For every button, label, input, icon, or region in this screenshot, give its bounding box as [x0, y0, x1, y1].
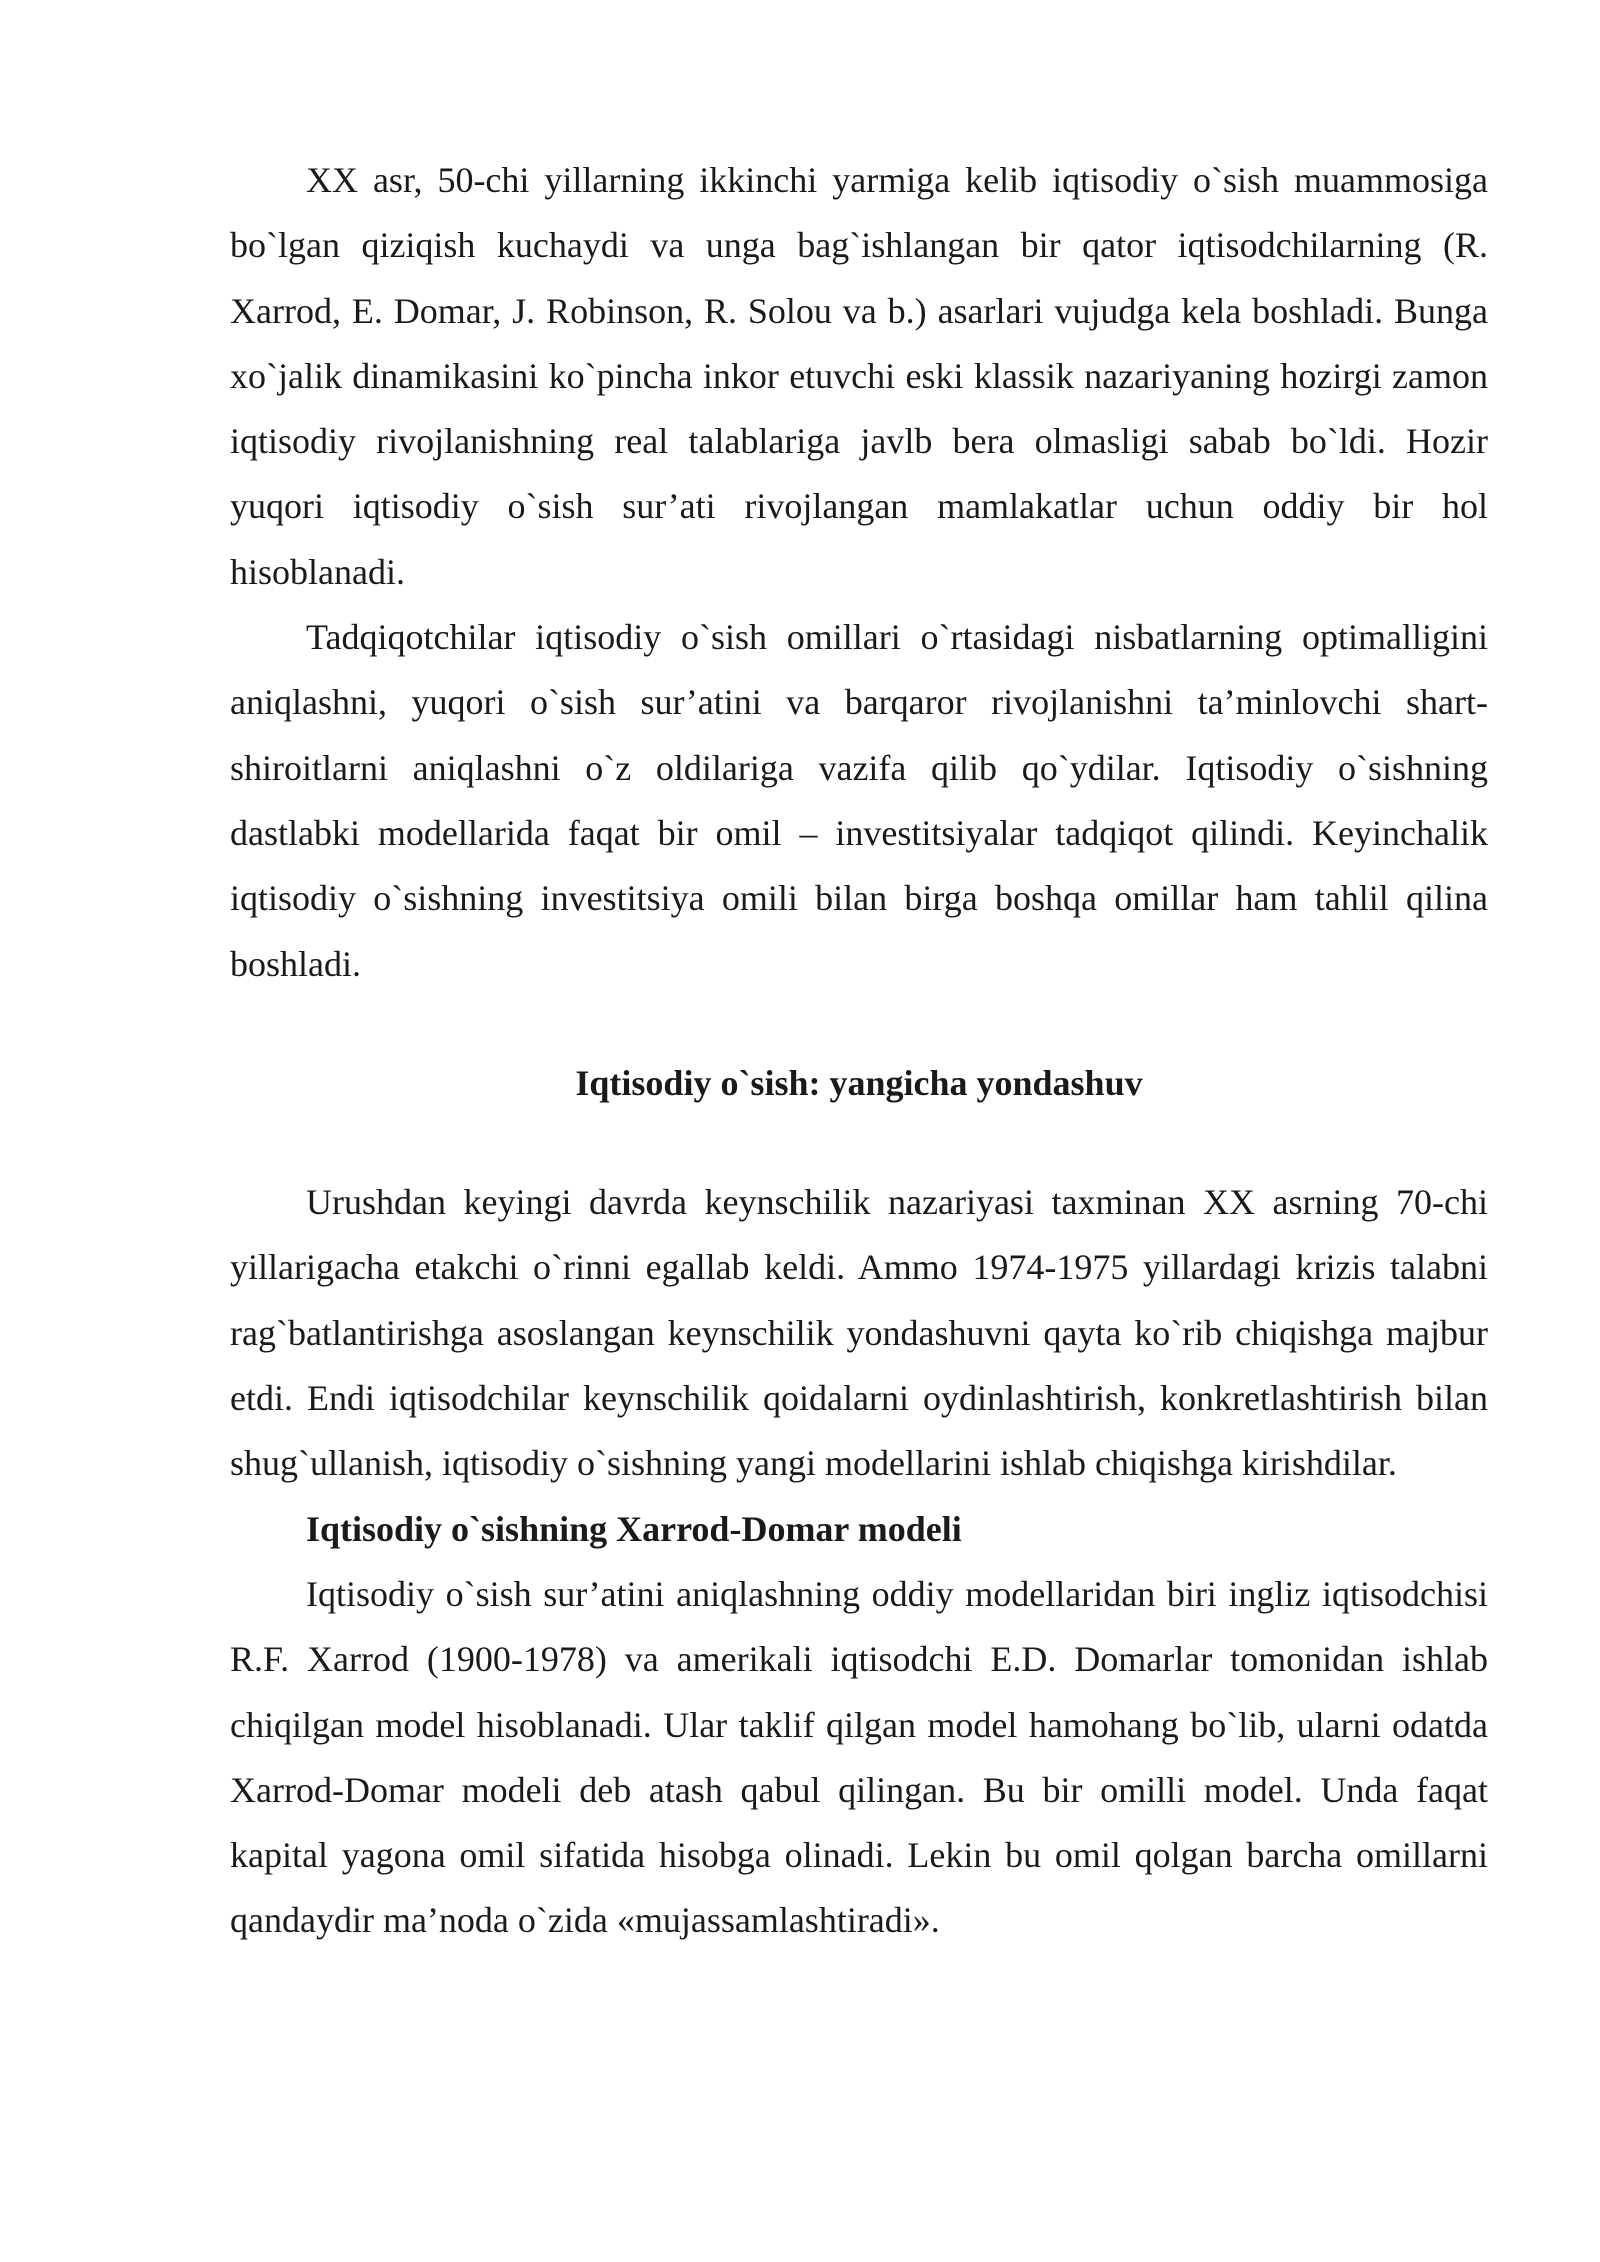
paragraph-researchers: Tadqiqotchilar iqtisodiy o`sish omillari o`rtasidagi nisbatlarning optimalligini aniqlashni, yuqori o`sish sur’atini va barqaror rivojlanishni ta’minlovchi shart-shiroitlarni aniqlashni o`z oldilariga vazifa qilib qo`ydilar. Iqtisodiy o`sishning dastlabki modellarida faqat bir omil – investitsiyalar tadqiqot qilindi. Keyinchalik iqtisodiy o`sishning investitsiya omili bilan birga boshqa omillar ham tahlil qilina boshladi. — [230, 617, 1488, 984]
paragraph-intro: XX asr, 50-chi yillarning ikkinchi yarmiga kelib iqtisodiy o`sish muammosiga bo`lgan qiziqish kuchaydi va unga bag`ishlangan bir qator iqtisodchilarning (R. Xarrod, E. Domar, J. Robinson, R. Solou va b.) asarlari vujudga kela boshladi. Bunga xo`jalik dinamikasini ko`pincha inkor etuvchi eski klassik nazariyaning hozirgi zamon iqtisodiy rivojlanishning real talablariga javlb bera olmasligi sabab bo`ldi. Hozir yuqori iqtisodiy o`sish sur’ati rivojlangan mamlakatlar uchun oddiy bir hol hisoblanadi. — [230, 160, 1488, 592]
section-heading-new-approach: Iqtisodiy o`sish: yangicha yondashuv — [575, 1062, 1143, 1103]
paragraph-harrod-domar-model: Iqtisodiy o`sish sur’atini aniqlashning oddiy modellaridan biri ingliz iqtisodchisi R.F. Xarrod (1900-1978) va amerikali iqtisodchi E.D. Domarlar tomonidan ishlab chiqilgan model hisoblanadi. Ular taklif qilgan model hamohang bo`lib, ularni odatda Xarrod-Domar modeli deb atash qabul qilingan. Bu bir omilli model. Unda faqat kapital yagona omil sifatida hisobga olinadi. Lekin bu omil qolgan barcha omillarni qandaydir ma’noda o`zida «mujassamlashtiradi». — [230, 1573, 1488, 1941]
subsection-heading-harrod-domar: Iqtisodiy o`sishning Xarrod-Domar modeli — [306, 1508, 962, 1549]
paragraph-postwar: Urushdan keyingi davrda keynschilik nazariyasi taxminan XX asrning 70-chi yillarigacha etakchi o`rinni egallab keldi. Ammo 1974-1975 yillardagi krizis talabni rag`batlantirishga asoslangan keynschilik yondashuvni qayta ko`rib chiqishga majbur etdi. Endi iqtisodchilar keynschilik qoidalarni oydinlashtirish, konkretlashtirish bilan shug`ullanish, iqtisodiy o`sishning yangi modellarini ishlab chiqishga kirishdilar. — [230, 1182, 1488, 1484]
document-body — [230, 148, 1488, 1954]
